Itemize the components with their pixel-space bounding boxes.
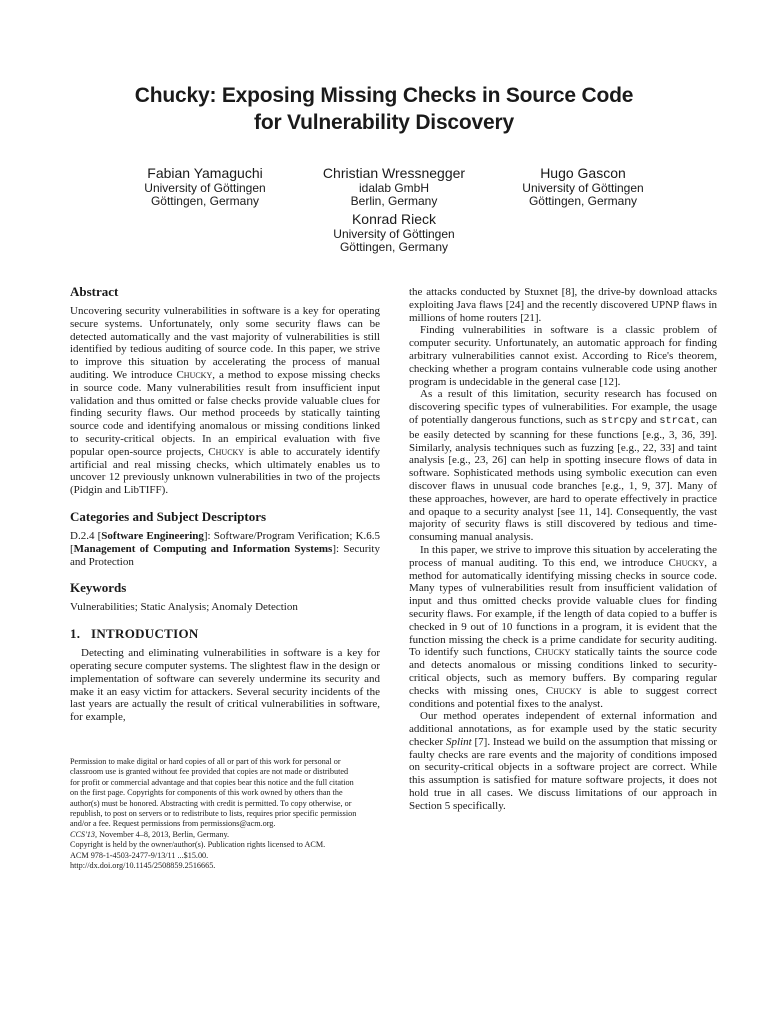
- right-column: [409, 286, 717, 813]
- author-name: Christian Wressnegger: [322, 165, 466, 181]
- abstract-text: Uncovering security vulnerabilities in software is a key for operating secure systems. Unfortunately, only some security flaws can be detected automatically and the vast majority of vulnerabilities is still identified by tedious auditing of source code. In this paper, we strive to improve this situation by accelerating the process of manual auditing. We introduce Chucky, a method to expose missing checks in source code. Many vulnerabilities result from insufficient input validation and thus omitted or false checks provide valuable clues for finding security flaws. Our method proceeds by statically tainting source code and identifying anomalous or missing conditions linked to security-critical objects. In an empirical evaluation with five popular open-source projects, Chucky is able to accurately identify artificial and real missing checks, which ultimately enables us to uncover 12 previously unknown vulnerabilities in two of the projects (Pidgin and LibTIFF).: [70, 305, 380, 497]
- acm-isbn-line: ACM 978-1-4503-2477-9/13/11 ...$15.00.: [70, 850, 209, 860]
- title-line-1: Chucky: Exposing Missing Checks in Source Code: [134, 84, 634, 107]
- author-location: Göttingen, Germany: [528, 194, 638, 208]
- permission-line: author(s) must be honored. Abstracting with credit is permitted. To copy otherwise, or: [70, 798, 352, 808]
- permission-notice: [70, 757, 380, 871]
- introduction-heading: 1. INTRODUCTION: [70, 626, 199, 642]
- categories-text: D.2.4 [Software Engineering]: Software/Program Verification; K.6.5 [Management of Computing and Information Systems]: Security and Protection: [70, 529, 381, 568]
- keywords-text: Vulnerabilities; Static Analysis; Anomaly Detection: [70, 601, 298, 614]
- copyright-line: Copyright is held by the owner/author(s). Publication rights licensed to ACM.: [70, 840, 326, 850]
- title-line-2: for Vulnerability Discovery: [254, 111, 514, 134]
- author-block: [105, 165, 305, 208]
- permission-line: and/or a fee. Request permissions from permissions@acm.org.: [70, 819, 276, 829]
- author-location: Göttingen, Germany: [339, 240, 449, 254]
- author-name: Fabian Yamaguchi: [147, 165, 263, 181]
- author-affiliation: University of Göttingen: [144, 181, 266, 195]
- categories-heading: Categories and Subject Descriptors: [70, 508, 267, 524]
- paragraph: In this paper, we strive to improve this situation by accelerating the process of manual auditing. To this end, we introduce Chucky, a method for automatically identifying missing checks in source code. Many types of vulnerabilities result from insufficient validation of input and thus omitted checks provide valuable clues for finding security flaws. For example, if the length of data copied to a buffer is checked in 9 out of 10 functions in a program, it is evident that the function missing the check is a prime candidate for security auditing. To identify such functions, Chucky statically taints the source code and detects anomalous or missing conditions linked to security-critical objects, such as memory buffers. By comparing regular checks with missing ones, Chucky is able to suggest correct conditions and potential fixes to the analyst.: [409, 543, 717, 710]
- author-block: [294, 165, 494, 208]
- paragraph: the attacks conducted by Stuxnet [8], the drive-by download attacks exploiting Java flaws [24] and the recently discovered UPNP flaws in millions of home routers [21].: [409, 286, 717, 324]
- permission-line: Permission to make digital or hard copies of all or part of this work for personal or: [70, 757, 341, 766]
- doi-link[interactable]: http://dx.doi.org/10.1145/2508859.2516665.: [70, 861, 216, 871]
- author-name: Hugo Gascon: [540, 165, 626, 181]
- paragraph: Our method operates independent of external information and additional annotations, as for example used by the static security checker Splint [7]. Instead we build on the assumption that missing or faulty checks are rare events and the majority of conditions imposed on security-critical objects in a software project are correct. While this assumption is satisfied for mature software projects, it does not hold true in all cases. We discuss limitations of our approach in Section 5 specifically.: [409, 710, 718, 812]
- author-location: Göttingen, Germany: [150, 194, 260, 208]
- keywords-heading: Keywords: [70, 580, 127, 596]
- intro-paragraph: Detecting and eliminating vulnerabilities in software is a key for operating secure computer systems. The slightest flaw in the design or implementation of software can severely undermine its security and make it an easy victim for attackers. Several security incidents of the last years are actually the result of critical vulnerabilities in software, for example,: [70, 647, 380, 724]
- author-block: [294, 211, 494, 254]
- author-affiliation: University of Göttingen: [333, 227, 455, 241]
- left-column: [70, 284, 380, 724]
- paragraph: Finding vulnerabilities in software is a classic problem of computer security. Unfortunately, an automatic approach for finding arbitrary vulnerabilities cannot exist. According to Rice's theorem, checking whether a program contains vulnerable code using another program is undecidable in the general case [12].: [409, 324, 717, 388]
- author-affiliation: idalab GmbH: [358, 181, 430, 195]
- permission-line: classroom use is granted without fee provided that copies are not made or distributed: [70, 767, 349, 777]
- permission-line: for profit or commercial advantage and that copies bear this notice and the full citation: [70, 777, 354, 787]
- paragraph: As a result of this limitation, security research has focused on discovering specific types of vulnerabilities. For example, the usage of potentially dangerous functions, such as strcpy and strcat, can be easily detected by scanning for these functions [e.g., 3, 36, 39]. Similarly, analysis techniques such as fuzzing [e.g., 22, 33] and taint analysis [e.g., 23, 26] can help in spotting insecure flows of data in software. Sophisticated methods using symbolic execution can even discover flaws in unusual code branches [e.g., 1, 9, 37]. Many of these approaches, however, are hard to operate effectively in practice and opaque to a security analyst [see 11, 14]. Consequently, the vast majority of security flaws is still discovered by tedious and time-consuming manual analysis.: [409, 388, 717, 544]
- paper-title: [60, 82, 708, 136]
- author-block: [483, 165, 683, 208]
- abstract-heading: Abstract: [70, 284, 119, 299]
- permission-line: republish, to post on servers or to redistribute to lists, requires prior specific permission: [70, 809, 357, 819]
- author-name: Konrad Rieck: [351, 211, 437, 227]
- author-affiliation: University of Göttingen: [522, 181, 644, 195]
- permission-line: on the first page. Copyrights for components of this work owned by others than the: [70, 788, 343, 798]
- conference-line: CCS'13, November 4–8, 2013, Berlin, Germany.: [70, 829, 230, 839]
- author-location: Berlin, Germany: [350, 194, 438, 208]
